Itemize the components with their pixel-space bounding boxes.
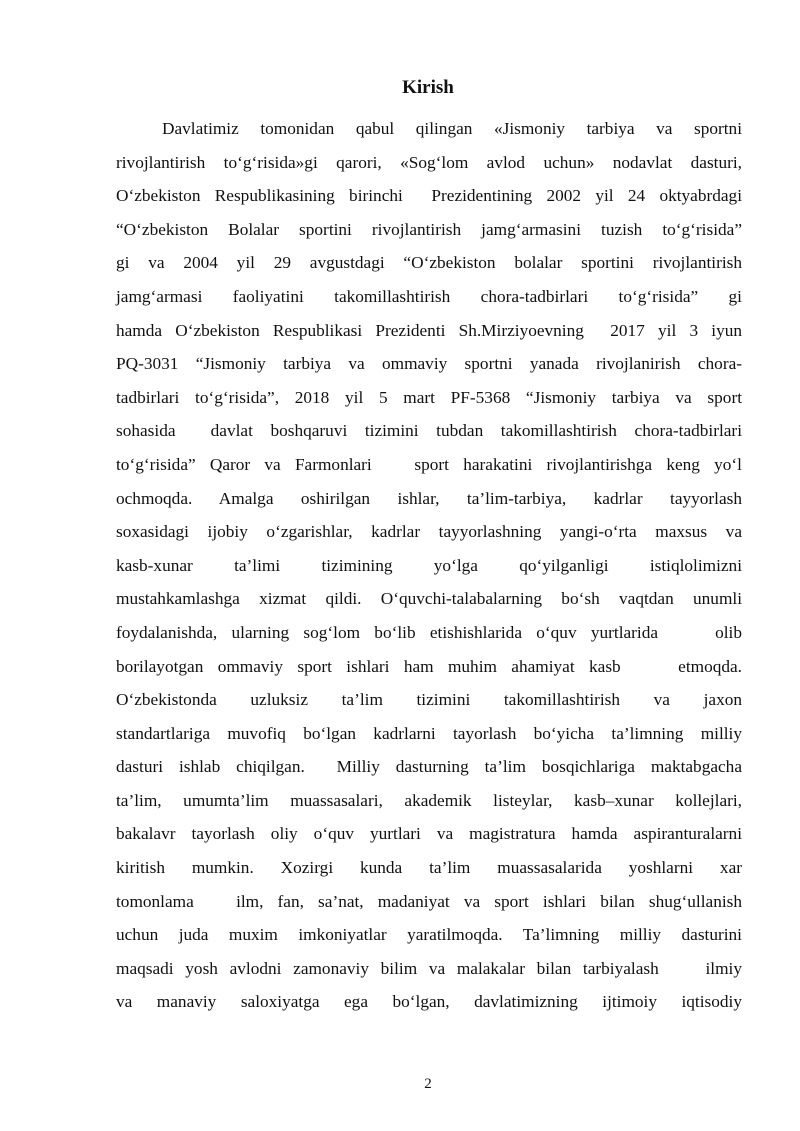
text-line: gi va 2004 yil 29 avgustdagi “O‘zbekiston bolalar sportini rivojlantirish [116,253,742,273]
text-line: to‘g‘risida” Qaror va Farmonlari sport harakatini rivojlantirishga keng yo‘l [116,454,742,474]
text-line: kasb-xunar ta’limi tizimining yo‘lga qo‘yilganligi istiqlolimizni [116,555,742,575]
text-line: O‘zbekistonda uzluksiz ta’lim tizimini takomillashtirish va jaxon [116,690,742,710]
text-line: PQ-3031 “Jismoniy tarbiya va ommaviy sportni yanada rivojlanirish chora- [116,354,742,374]
text-line: standartlariga muvofiq bo‘lgan kadrlarni tayorlash bo‘yicha ta’limning milliy [116,723,742,743]
text-line: va manaviy saloxiyatga ega bo‘lgan, davlatimizning ijtimoiy iqtisodiy [116,992,742,1012]
text-line: ochmoqda. Amalga oshirilgan ishlar, ta’lim-tarbiya, kadrlar tayyorlash [116,488,742,508]
text-line: bakalavr tayorlash oliy o‘quv yurtlari va magistratura hamda aspiranturalarni [116,824,742,844]
text-line: tadbirlari to‘g‘risida”, 2018 yil 5 mart PF-5368 “Jismoniy tarbiya va sport [116,387,742,407]
text-line: borilayotgan ommaviy sport ishlari ham muhim ahamiyat kasb etmoqda. [116,656,742,676]
page-number: 2 [424,1076,432,1092]
text-line: tomonlama ilm, fan, sa’nat, madaniyat va sport ishlari bilan shug‘ullanish [116,891,742,911]
text-line: foydalanishda, ularning sog‘lom bo‘lib etishishlarida o‘quv yurtlarida olib [116,622,742,642]
text-line: rivojlantirish to‘g‘risida»gi qarori, «Sog‘lom avlod uchun» nodavlat dasturi, [116,152,742,172]
text-line: dasturi ishlab chiqilgan. Milliy dasturning ta’lim bosqichlariga maktabgacha [116,757,742,777]
text-line: maqsadi yosh avlodni zamonaviy bilim va malakalar bilan tarbiyalash ilmiy [116,958,742,978]
page-title: Kirish [402,77,454,98]
text-line: ta’lim, umumta’lim muassasalari, akademik listeylar, kasb–xunar kollejlari, [116,790,742,810]
body-paragraph [116,112,742,1019]
text-line: O‘zbekiston Respublikasining birinchi Prezidentining 2002 yil 24 oktyabrdagi [116,186,742,206]
text-line: soxasidagi ijobiy o‘zgarishlar, kadrlar tayyorlashning yangi-o‘rta maxsus va [116,522,742,542]
text-line: hamda O‘zbekiston Respublikasi Prezidenti Sh.Mirziyoevning 2017 yil 3 iyun [116,320,742,340]
text-line: sohasida davlat boshqaruvi tizimini tubdan takomillashtirish chora-tadbirlari [116,421,742,441]
text-line: kiritish mumkin. Xozirgi kunda ta’lim muassasalarida yoshlarni xar [116,858,742,878]
text-line: “O‘zbekiston Bolalar sportini rivojlantirish jamg‘armasini tuzish to‘g‘risida” [116,219,742,239]
text-line: mustahkamlashga xizmat qildi. O‘quvchi-talabalarning bo‘sh vaqtdan unumli [116,589,742,609]
text-line: Davlatimiz tomonidan qabul qilingan «Jismoniy tarbiya va sportni [162,119,742,138]
text-line: uchun juda muxim imkoniyatlar yaratilmoqda. Ta’limning milliy dasturini [116,925,742,945]
text-line: jamg‘armasi faoliyatini takomillashtirish chora-tadbirlari to‘g‘risida” gi [116,286,742,306]
